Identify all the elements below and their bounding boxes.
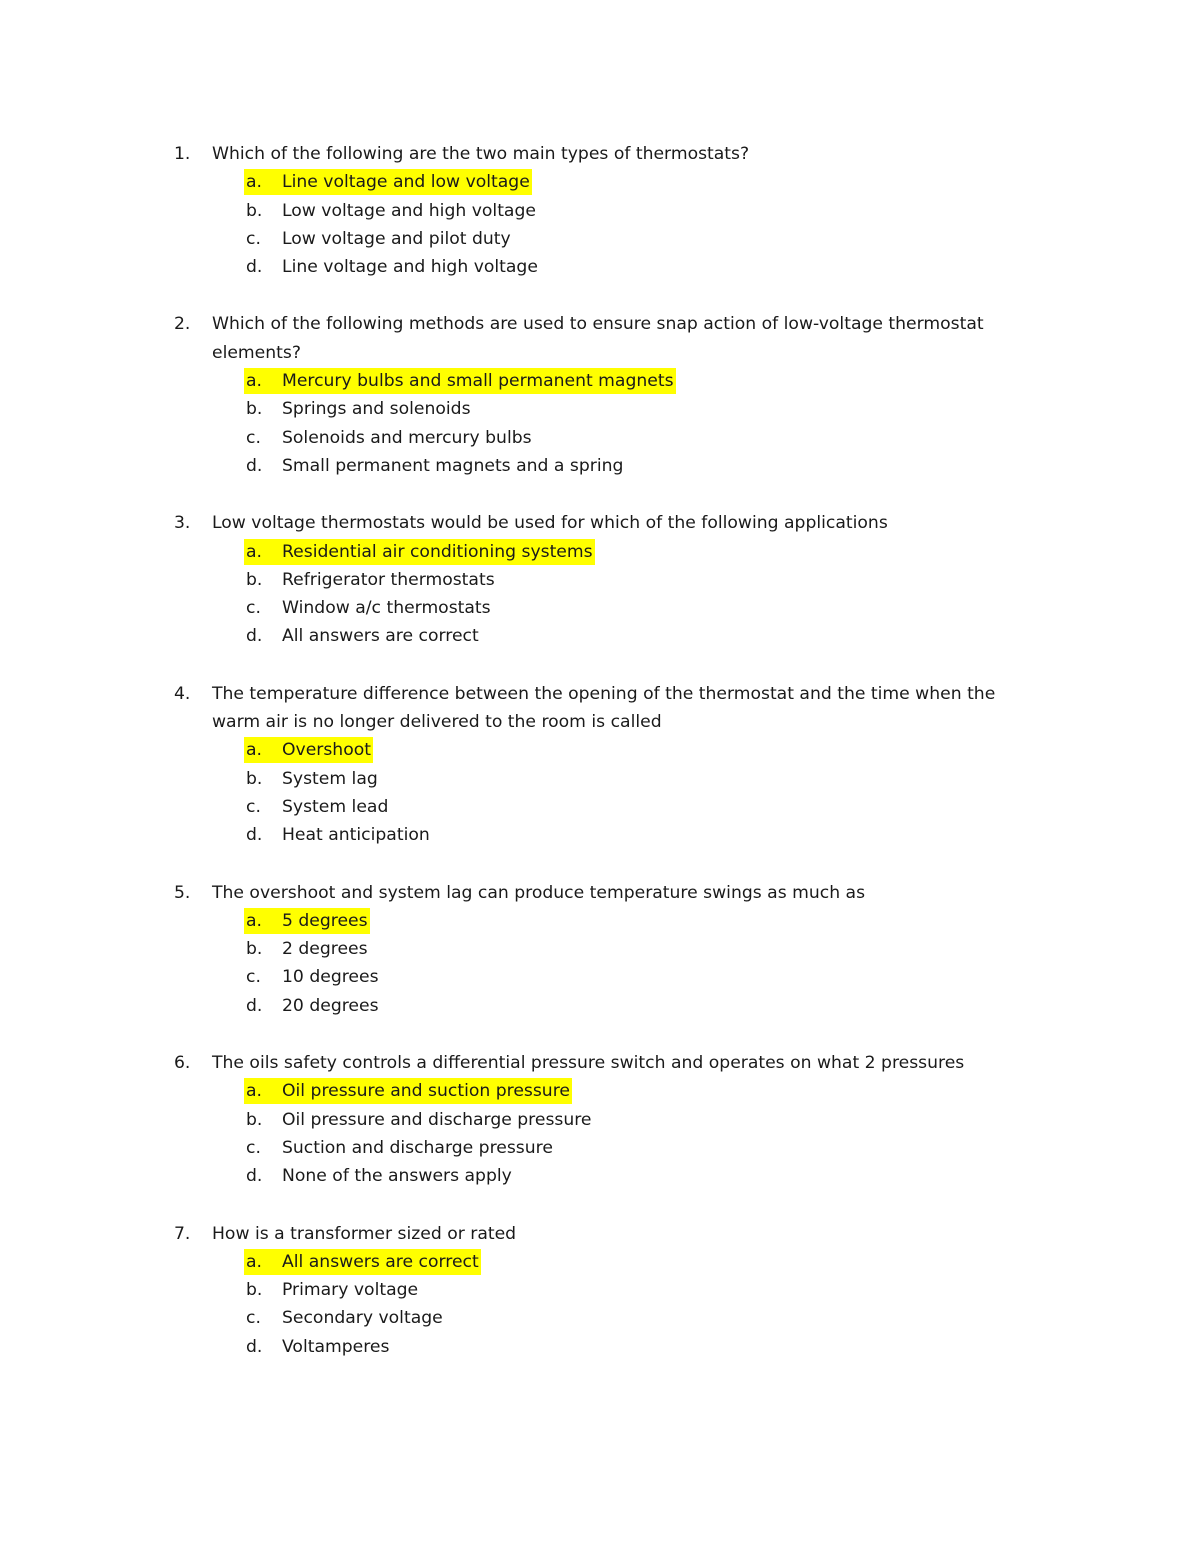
- answer-option: [0, 253, 1200, 281]
- answer-option: [0, 793, 1200, 821]
- answer-option: [0, 1134, 1200, 1162]
- question-stem: [0, 1220, 1200, 1248]
- answer-option: [0, 821, 1200, 849]
- option-text: Low voltage and high voltage: [282, 200, 536, 221]
- option-text: Window a/c thermostats: [282, 598, 491, 619]
- question-5: [0, 879, 1200, 1020]
- option-text: 10 degrees: [282, 967, 379, 988]
- option-letter: a.: [246, 371, 262, 392]
- question-text: The overshoot and system lag can produce temperature swings as much as: [212, 882, 866, 903]
- question-1: [0, 140, 1200, 281]
- question-text: Which of the following methods are used to ensure snap action of low-voltage thermostat elements?: [212, 314, 984, 363]
- option-text: Small permanent magnets and a spring: [282, 455, 624, 476]
- answer-option: [0, 963, 1200, 991]
- answer-option: [0, 1106, 1200, 1134]
- option-letter: c.: [246, 427, 261, 448]
- question-number: 4.: [174, 683, 191, 704]
- question-stem: [0, 310, 1200, 367]
- answer-option-correct: [0, 1248, 1200, 1276]
- option-text: 2 degrees: [282, 939, 368, 960]
- answer-option: [0, 452, 1200, 480]
- option-letter: a.: [246, 910, 262, 931]
- question-stem: [0, 879, 1200, 907]
- question-text: How is a transformer sized or rated: [212, 1223, 517, 1244]
- option-text: Suction and discharge pressure: [282, 1137, 553, 1158]
- option-letter: b.: [246, 399, 263, 420]
- option-text: None of the answers apply: [282, 1166, 512, 1187]
- question-4: [0, 680, 1200, 850]
- question-3: [0, 509, 1200, 650]
- answer-option: [0, 566, 1200, 594]
- answer-option: [0, 1333, 1200, 1361]
- answer-option-correct: [0, 907, 1200, 935]
- option-text: Springs and solenoids: [282, 399, 471, 420]
- option-letter: c.: [246, 796, 261, 817]
- option-text: Overshoot: [282, 740, 371, 761]
- option-text: Low voltage and pilot duty: [282, 228, 511, 249]
- answer-options: [0, 367, 1200, 480]
- option-text: Line voltage and low voltage: [282, 172, 530, 193]
- option-text: Primary voltage: [282, 1280, 419, 1301]
- answer-option-correct: [0, 1077, 1200, 1105]
- answer-option: [0, 424, 1200, 452]
- option-letter: a.: [246, 541, 262, 562]
- answer-option: [0, 1276, 1200, 1304]
- option-text: Heat anticipation: [282, 825, 430, 846]
- option-letter: c.: [246, 1308, 261, 1329]
- option-text: 5 degrees: [282, 910, 368, 931]
- option-letter: d.: [246, 257, 263, 278]
- option-letter: b.: [246, 768, 263, 789]
- question-text: The temperature difference between the opening of the thermostat and the time when the warm air is no longer delivered to the room is called: [212, 683, 996, 733]
- option-letter: a.: [246, 1081, 262, 1102]
- option-text: All answers are correct: [282, 626, 479, 647]
- option-letter: b.: [246, 569, 263, 590]
- answer-options: [0, 1077, 1200, 1190]
- question-number: 1.: [174, 144, 191, 164]
- option-letter: a.: [246, 1251, 262, 1272]
- question-stem: [0, 1049, 1200, 1077]
- option-letter: d.: [246, 1336, 263, 1357]
- option-letter: d.: [246, 1166, 263, 1187]
- question-text: Low voltage thermostats would be used for which of the following applications: [212, 513, 888, 534]
- answer-option: [0, 622, 1200, 650]
- answer-option: [0, 1304, 1200, 1332]
- answer-option: [0, 225, 1200, 253]
- answer-option: [0, 935, 1200, 963]
- question-stem: [0, 680, 1200, 737]
- option-text: All answers are correct: [282, 1251, 479, 1272]
- question-list: [0, 140, 1200, 1390]
- question-text: The oils safety controls a differential pressure switch and operates on what 2 pressures: [212, 1053, 965, 1074]
- option-text: Oil pressure and discharge pressure: [282, 1109, 592, 1130]
- option-text: Solenoids and mercury bulbs: [282, 427, 532, 448]
- question-number: 7.: [174, 1223, 191, 1244]
- question-number: 2.: [174, 314, 191, 335]
- option-text: System lag: [282, 768, 378, 789]
- answer-options: [0, 168, 1200, 281]
- option-letter: a.: [246, 172, 262, 193]
- answer-option-correct: [0, 168, 1200, 196]
- option-text: Line voltage and high voltage: [282, 257, 538, 278]
- option-letter: a.: [246, 740, 262, 761]
- option-letter: c.: [246, 598, 261, 619]
- option-letter: b.: [246, 939, 263, 960]
- option-letter: b.: [246, 1109, 263, 1130]
- answer-option-correct: [0, 736, 1200, 764]
- option-letter: c.: [246, 228, 261, 249]
- question-6: [0, 1049, 1200, 1190]
- option-letter: d.: [246, 995, 263, 1016]
- question-stem: [0, 140, 1200, 168]
- answer-option: [0, 395, 1200, 423]
- option-text: Mercury bulbs and small permanent magnets: [282, 371, 674, 392]
- option-letter: c.: [246, 967, 261, 988]
- option-text: 20 degrees: [282, 995, 379, 1016]
- answer-option: [0, 992, 1200, 1020]
- answer-options: [0, 736, 1200, 849]
- option-text: Refrigerator thermostats: [282, 569, 495, 590]
- answer-option: [0, 765, 1200, 793]
- option-text: Residential air conditioning systems: [282, 541, 593, 562]
- option-text: Secondary voltage: [282, 1308, 443, 1329]
- option-letter: d.: [246, 825, 263, 846]
- answer-option: [0, 197, 1200, 225]
- question-number: 5.: [174, 882, 191, 903]
- question-7: [0, 1220, 1200, 1361]
- answer-options: [0, 907, 1200, 1020]
- option-letter: b.: [246, 200, 263, 221]
- answer-option-correct: [0, 538, 1200, 566]
- answer-options: [0, 538, 1200, 651]
- option-text: Voltamperes: [282, 1336, 390, 1357]
- answer-option-correct: [0, 367, 1200, 395]
- question-stem: [0, 509, 1200, 537]
- answer-option: [0, 594, 1200, 622]
- question-number: 3.: [174, 513, 191, 534]
- answer-option: [0, 1162, 1200, 1190]
- question-number: 6.: [174, 1053, 191, 1074]
- option-letter: d.: [246, 626, 263, 647]
- option-text: System lead: [282, 796, 389, 817]
- option-letter: c.: [246, 1137, 261, 1158]
- option-text: Oil pressure and suction pressure: [282, 1081, 570, 1102]
- question-text: Which of the following are the two main types of thermostats?: [212, 144, 750, 164]
- question-2: [0, 310, 1200, 480]
- answer-options: [0, 1248, 1200, 1361]
- option-letter: d.: [246, 455, 263, 476]
- option-letter: b.: [246, 1280, 263, 1301]
